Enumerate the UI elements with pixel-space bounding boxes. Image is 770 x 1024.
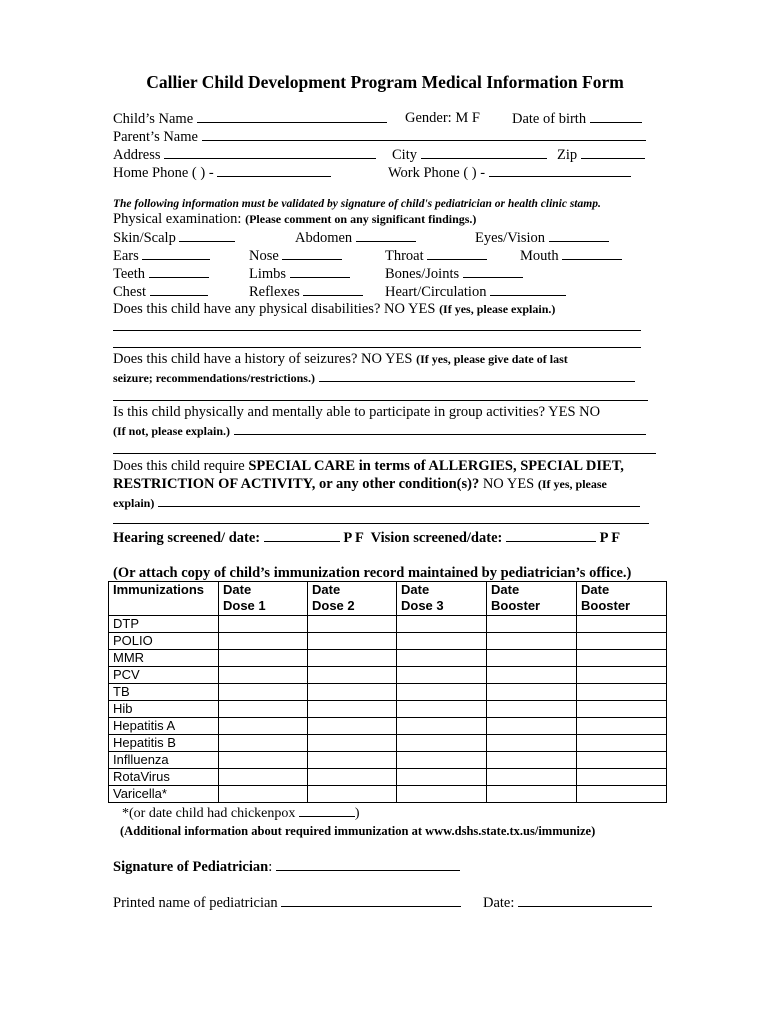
work-phone-field[interactable] [489, 163, 631, 177]
header-immunizations: Immunizations [109, 582, 219, 616]
exam-label: Chest [113, 284, 147, 300]
immunization-date-cell[interactable] [577, 684, 667, 701]
immunization-date-cell[interactable] [577, 769, 667, 786]
childs-name-field[interactable] [197, 109, 387, 123]
vision-pf[interactable]: P F [599, 530, 621, 546]
immunization-date-cell[interactable] [219, 786, 308, 803]
immunization-date-cell[interactable] [487, 718, 577, 735]
home-phone-row [113, 163, 331, 182]
special-care-field[interactable] [158, 493, 640, 507]
immunization-date-cell[interactable] [219, 650, 308, 667]
group-activities-field[interactable] [234, 421, 646, 435]
signature-label: Signature of Pediatrician [113, 859, 269, 875]
immunization-date-cell[interactable] [219, 684, 308, 701]
home-phone-label: Home Phone ( ) - [113, 165, 214, 181]
immunization-date-cell[interactable] [487, 786, 577, 803]
exam-label: Heart/Circulation [385, 284, 487, 300]
date-label: Date: [483, 895, 515, 911]
signature-colon: : [268, 859, 273, 875]
special-care-question-1 [113, 457, 624, 475]
immunization-date-cell[interactable] [219, 769, 308, 786]
header-dose-3: Date Dose 3 [397, 582, 487, 616]
immunization-row [109, 650, 667, 667]
immunization-date-cell[interactable] [397, 616, 487, 633]
exam-eyes-vision [475, 228, 609, 247]
header-dose-2: Date Dose 2 [308, 582, 397, 616]
hearing-pf[interactable]: P F [343, 530, 364, 546]
gender-row [405, 109, 480, 127]
immunization-date-cell[interactable] [397, 633, 487, 650]
immunization-date-cell[interactable] [219, 735, 308, 752]
exam-label: Ears [113, 248, 139, 264]
exam-nose [249, 246, 342, 265]
exam-abdomen [295, 228, 416, 247]
zip-field[interactable] [581, 145, 645, 159]
header-dose-1: Date Dose 1 [219, 582, 308, 616]
immunization-date-cell[interactable] [577, 633, 667, 650]
exam-limbs [249, 264, 350, 283]
exam-field[interactable] [282, 246, 342, 260]
childs-name-row [113, 109, 387, 128]
immunization-date-cell[interactable] [308, 735, 397, 752]
immunization-table [108, 581, 667, 803]
signature-field[interactable] [276, 857, 460, 871]
form-title: Callier Child Development Program Medical Information Form [146, 72, 624, 92]
address-field[interactable] [164, 145, 376, 159]
immunization-date-cell[interactable] [308, 769, 397, 786]
childs-name-label: Child’s Name [113, 111, 194, 127]
header-booster-1: Date Booster [487, 582, 577, 616]
physical-exam-label: Physical examination: [113, 211, 242, 227]
immunization-name: RotaVirus [109, 769, 219, 786]
immunization-date-cell[interactable] [487, 735, 577, 752]
exam-skin-scalp [113, 228, 235, 247]
seizures-question [113, 350, 568, 368]
seizures-field[interactable] [319, 368, 635, 382]
immunization-date-cell[interactable] [308, 701, 397, 718]
immunization-date-cell[interactable] [487, 701, 577, 718]
dob-field[interactable] [590, 109, 642, 123]
physical-exam-heading [113, 210, 476, 228]
disabilities-question [113, 300, 555, 318]
exam-field[interactable] [290, 264, 350, 278]
immunization-date-cell[interactable] [397, 718, 487, 735]
immunization-date-cell[interactable] [487, 769, 577, 786]
immunization-date-cell[interactable] [308, 752, 397, 769]
immunization-row [109, 616, 667, 633]
disabilities-text: Does this child have any physical disabilities? NO YES [113, 301, 436, 317]
header-booster-2: Date Booster [577, 582, 667, 616]
immunization-date-cell[interactable] [219, 633, 308, 650]
parents-name-label: Parent’s Name [113, 129, 198, 145]
parents-name-field[interactable] [202, 127, 646, 141]
exam-field[interactable] [356, 228, 416, 242]
immunization-date-cell[interactable] [577, 752, 667, 769]
immunization-date-cell[interactable] [487, 667, 577, 684]
immunization-name: Hepatitis B [109, 735, 219, 752]
city-label: City [392, 147, 417, 163]
immunization-date-cell[interactable] [487, 752, 577, 769]
seizures-note-2: seizure; recommendations/restrictions.) [113, 371, 315, 385]
immunization-row [109, 752, 667, 769]
exam-field[interactable] [427, 246, 487, 260]
group-activities-question: Is this child physically and mentally able to participate in group activities? YES NO [113, 404, 601, 420]
exam-field[interactable] [562, 246, 622, 260]
chickenpox-note [122, 803, 360, 822]
screening-row [113, 528, 620, 547]
additional-info: (Additional information about required immunization at www.dshs.state.tx.us/immunize) [120, 824, 596, 838]
exam-reflexes [249, 282, 363, 301]
immunization-date-cell[interactable] [577, 667, 667, 684]
immunization-date-cell[interactable] [219, 701, 308, 718]
exam-field[interactable] [463, 264, 523, 278]
special-care-note-2: explain) [113, 496, 155, 510]
hearing-date-field[interactable] [264, 528, 340, 542]
immunization-date-cell[interactable] [487, 616, 577, 633]
immunization-name: Inflluenza [109, 752, 219, 769]
chickenpox-note-text: *(or date child had chickenpox [122, 806, 296, 821]
exam-label: Teeth [113, 266, 145, 282]
special-care-note-1: (If yes, please [537, 477, 607, 491]
special-care-bold-1: SPECIAL CARE in terms of ALLERGIES, SPECIAL DIET, [248, 458, 624, 474]
immunization-date-cell[interactable] [308, 718, 397, 735]
immunization-date-cell[interactable] [397, 650, 487, 667]
immunization-row [109, 718, 667, 735]
date-row [483, 893, 652, 912]
immunization-date-cell[interactable] [487, 633, 577, 650]
immunization-row [109, 769, 667, 786]
printed-name-field[interactable] [281, 893, 461, 907]
group-activities-note: (If not, please explain.) [113, 424, 230, 438]
immunization-date-cell[interactable] [308, 684, 397, 701]
exam-label: Bones/Joints [385, 266, 460, 282]
immunization-date-cell[interactable] [577, 650, 667, 667]
immunization-name: TB [109, 684, 219, 701]
exam-field[interactable] [179, 228, 235, 242]
special-care-text-2: NO YES [479, 476, 535, 492]
immunization-date-cell[interactable] [219, 718, 308, 735]
exam-label: Eyes/Vision [475, 230, 546, 246]
exam-label: Mouth [520, 248, 559, 264]
group-activities-explain [113, 421, 646, 440]
special-care-bold-2: RESTRICTION OF ACTIVITY, or any other condition(s)? [113, 476, 480, 492]
printed-name-row [113, 893, 461, 912]
city-field[interactable] [421, 145, 547, 159]
exam-field[interactable] [490, 282, 566, 296]
immunization-date-cell[interactable] [397, 735, 487, 752]
immunization-name: Hepatitis A [109, 718, 219, 735]
exam-label: Throat [385, 248, 424, 264]
physical-exam-note: (Please comment on any significant findings.) [245, 212, 477, 226]
immunization-date-cell[interactable] [397, 786, 487, 803]
vision-date-field[interactable] [506, 528, 596, 542]
attach-note: (Or attach copy of child’s immunization record maintained by pediatrician’s office.) [113, 565, 632, 581]
immunization-row [109, 684, 667, 701]
immunization-name: Varicella* [109, 786, 219, 803]
immunization-date-cell[interactable] [577, 701, 667, 718]
disabilities-note: (If yes, please explain.) [439, 302, 556, 316]
immunization-date-cell[interactable] [487, 684, 577, 701]
printed-name-label: Printed name of pediatrician [113, 895, 278, 911]
seizures-text: Does this child have a history of seizures? NO YES [113, 351, 413, 367]
signature-row [113, 857, 460, 876]
immunization-date-cell[interactable] [219, 616, 308, 633]
immunization-date-cell[interactable] [397, 701, 487, 718]
work-phone-row [388, 163, 631, 182]
hearing-label: Hearing screened/ date: [113, 530, 261, 546]
validation-note: The following information must be validated by signature of child's pediatrician or health clinic stamp. [113, 198, 601, 210]
immunization-date-cell[interactable] [397, 667, 487, 684]
seizures-note-1: (If yes, please give date of last [416, 352, 568, 366]
immunization-date-cell[interactable] [397, 752, 487, 769]
gender-label[interactable]: Gender: M F [405, 110, 480, 126]
immunization-date-cell[interactable] [577, 718, 667, 735]
immunization-date-cell[interactable] [308, 616, 397, 633]
exam-field[interactable] [150, 282, 208, 296]
immunization-row [109, 633, 667, 650]
zip-label: Zip [557, 147, 578, 163]
exam-field[interactable] [142, 246, 210, 260]
date-field[interactable] [518, 893, 652, 907]
immunization-name: POLIO [109, 633, 219, 650]
exam-label: Nose [249, 248, 279, 264]
exam-bones-joints [385, 264, 523, 283]
immunization-date-cell[interactable] [397, 769, 487, 786]
immunization-name: DTP [109, 616, 219, 633]
exam-field[interactable] [149, 264, 209, 278]
exam-label: Limbs [249, 266, 287, 282]
seizures-question-cont [113, 368, 635, 387]
dob-row [512, 109, 642, 128]
exam-field[interactable] [549, 228, 609, 242]
exam-label: Skin/Scalp [113, 230, 176, 246]
chickenpox-note-close: ) [354, 806, 360, 821]
address-row [113, 145, 376, 164]
exam-mouth [520, 246, 622, 265]
immunization-name: MMR [109, 650, 219, 667]
immunization-row [109, 735, 667, 752]
immunization-name: Hib [109, 701, 219, 718]
immunization-row [109, 786, 667, 803]
home-phone-field[interactable] [217, 163, 331, 177]
exam-label: Abdomen [295, 230, 353, 246]
address-label: Address [113, 147, 161, 163]
dob-label: Date of birth [512, 111, 587, 127]
group-activities-line-2[interactable] [113, 453, 656, 454]
work-phone-label: Work Phone ( ) - [388, 165, 486, 181]
vision-label: Vision screened/date: [370, 530, 503, 546]
immunization-row [109, 667, 667, 684]
exam-field[interactable] [303, 282, 363, 296]
exam-heart-circulation [385, 282, 566, 301]
special-care-explain [113, 493, 640, 512]
seizures-line-2[interactable] [113, 400, 648, 401]
exam-teeth [113, 264, 209, 283]
immunization-date-cell[interactable] [308, 786, 397, 803]
immunization-date-cell[interactable] [308, 667, 397, 684]
exam-ears [113, 246, 210, 265]
immunization-date-cell[interactable] [397, 684, 487, 701]
exam-label: Reflexes [249, 284, 300, 300]
immunization-date-cell[interactable] [219, 667, 308, 684]
immunization-date-cell[interactable] [487, 650, 577, 667]
city-row [392, 145, 547, 164]
immunization-date-cell[interactable] [577, 735, 667, 752]
immunization-date-cell[interactable] [219, 752, 308, 769]
immunization-header-row [109, 582, 667, 616]
exam-chest [113, 282, 208, 301]
immunization-row [109, 701, 667, 718]
immunization-date-cell[interactable] [308, 633, 397, 650]
exam-throat [385, 246, 487, 265]
special-care-question-2 [113, 475, 607, 493]
special-care-text-1: Does this child require [113, 458, 249, 474]
immunization-name: PCV [109, 667, 219, 684]
special-care-line-2[interactable] [113, 523, 649, 524]
disabilities-line-2[interactable] [113, 347, 641, 348]
immunization-date-cell[interactable] [308, 650, 397, 667]
immunization-date-cell[interactable] [577, 616, 667, 633]
disabilities-line-1[interactable] [113, 330, 641, 331]
immunization-date-cell[interactable] [577, 786, 667, 803]
zip-row [557, 145, 645, 164]
chickenpox-date-field[interactable] [299, 803, 355, 817]
parents-name-row [113, 127, 646, 146]
